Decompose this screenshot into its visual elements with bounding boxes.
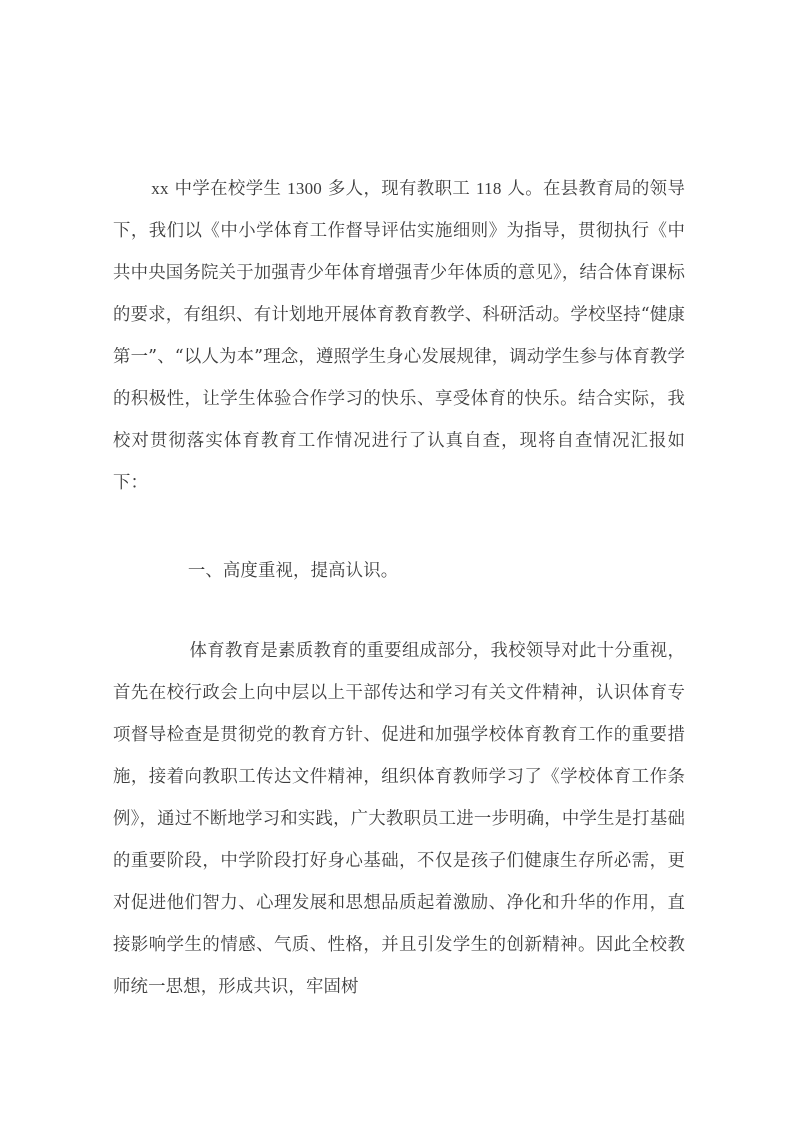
body-paragraph-one: 体育教育是素质教育的重要组成部分，我校领导对此十分重视，首先在校行政会上向中层以上干部传达和学习有关文件精神，认识体育专项督导检查是贯彻党的教育方针、促进和加强学校体育教育工作的重要措施，接着向教职工传达文件精神，组织体育教师学习了《学校体育工作条例》，通过不断地学习和实践，广大教职员工进一步明确，中学生是打基础的重要阶段，中学阶段打好身心基础，不仅是孩子们健康生存所必需，更对促进他们智力、心理发展和思想品质起着激励、净化和升华的作用，直接影响学生的情感、气质、性格，并且引发学生的创新精神。因此全校教师统一思想，形成共识，牢固树 — [113, 641, 685, 997]
intro-paragraph: xx 中学在校学生 1300 多人，现有教职工 118 人。在县教育局的领导下，我们以《中小学体育工作督导评估实施细则》为指导，贯彻执行《中共中央国务院关于加强青少年体育增强青少年体质的意见》，结合体育课标的要求，有组织、有计划地开展体育教育教学、科研活动。学校坚持“健康第一”、“以人为本”理念，遵照学生身心发展规律，调动学生参与体育教学的积极性，让学生体验合作学习的快乐、享受体育的快乐。结合实际，我校对贯彻落实体育教育工作情况进行了认真自查，现将自查情况汇报如下： — [113, 179, 685, 493]
section-heading-one: 一、高度重视，提高认识。 — [187, 561, 399, 581]
document-text-column — [113, 168, 685, 1008]
paragraph-spacer — [113, 504, 685, 550]
heading-spacer — [113, 592, 685, 630]
